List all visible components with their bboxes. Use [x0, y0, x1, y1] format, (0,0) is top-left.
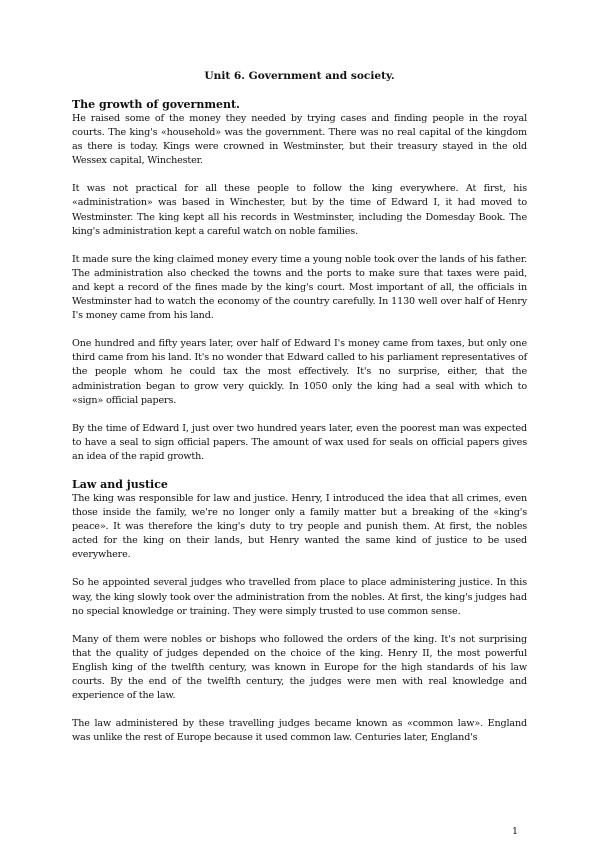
paragraph: One hundred and fifty years later, over half of Edward I's money came from taxes, but only one third came from his land. It's no wonder that Edward called to his parliament representatives of the people whom he could tax the most effectively. It's no surprise, either, that the administration began to grow very quickly. In 1050 only the king had a seal with which to «sign» official papers.	[72, 338, 527, 406]
paragraph: It made sure the king claimed money every time a young noble took over the lands of his father. The administration also checked the towns and the ports to make sure that taxes were paid, and kept a record of the fines made by the king's court. Most important of all, the officials in Westminster had to watch the economy of the country carefully. In 1130 well over half of Henry I's money came from his land.	[72, 253, 527, 322]
section-heading: The growth of government.	[72, 98, 240, 111]
document-page	[72, 70, 527, 759]
paragraph: The law administered by these travelling judges became known as «common law». England was unlike the rest of Europe because it used common law. Centuries later, England's	[72, 718, 527, 744]
paragraph: He raised some of the money they needed by trying cases and finding people in the royal courts. The king's «household» was the government. There was no real capital of the kingdom as there is today. Kings were crowned in Westminster, but their treasury stayed in the old Wessex capital, Winchester.	[72, 113, 527, 167]
paragraph: The king was responsible for law and justice. Henry, I introduced the idea that all crimes, even those inside the family, we're no longer only a family matter but a breaking of the «king's peace». It was therefore the king's duty to try people and punish them. At first, the nobles acted for the king on their lands, but Henry wanted the same kind of justice to be used everywhere.	[72, 492, 527, 561]
paragraph: So he appointed several judges who travelled from place to place administering justice. In this way, the king slowly took over the administration from the nobles. At first, the king's judges had no special knowledge or training. They were simply trusted to use common sense.	[72, 577, 527, 617]
page-number: 1	[512, 826, 519, 837]
section-heading: Law and justice	[72, 477, 168, 491]
paragraph: By the time of Edward I, just over two hundred years later, even the poorest man was expected to have a seal to sign official papers. The amount of wax used for seals on official papers gives an idea of the rapid growth.	[72, 422, 527, 462]
document-title: Unit 6. Government and society.	[204, 70, 395, 82]
paragraph: Many of them were nobles or bishops who followed the orders of the king. It's not surprising that the quality of judges depended on the choice of the king. Henry II, the most powerful English king of the twelfth century, was known in Europe for the high standards of his law courts. By the end of the twelfth century, the judges were men with real knowledge and experience of the law.	[72, 633, 527, 702]
paragraph: It was not practical for all these people to follow the king everywhere. At first, his «administration» was based in Winchester, but by the time of Edward I, it had moved to Westminster. The king kept all his records in Westminster, including the Domesday Book. The king's administration kept a careful watch on noble families.	[72, 183, 527, 237]
section-law-and-justice	[72, 478, 527, 745]
section-growth-of-government	[72, 98, 527, 464]
